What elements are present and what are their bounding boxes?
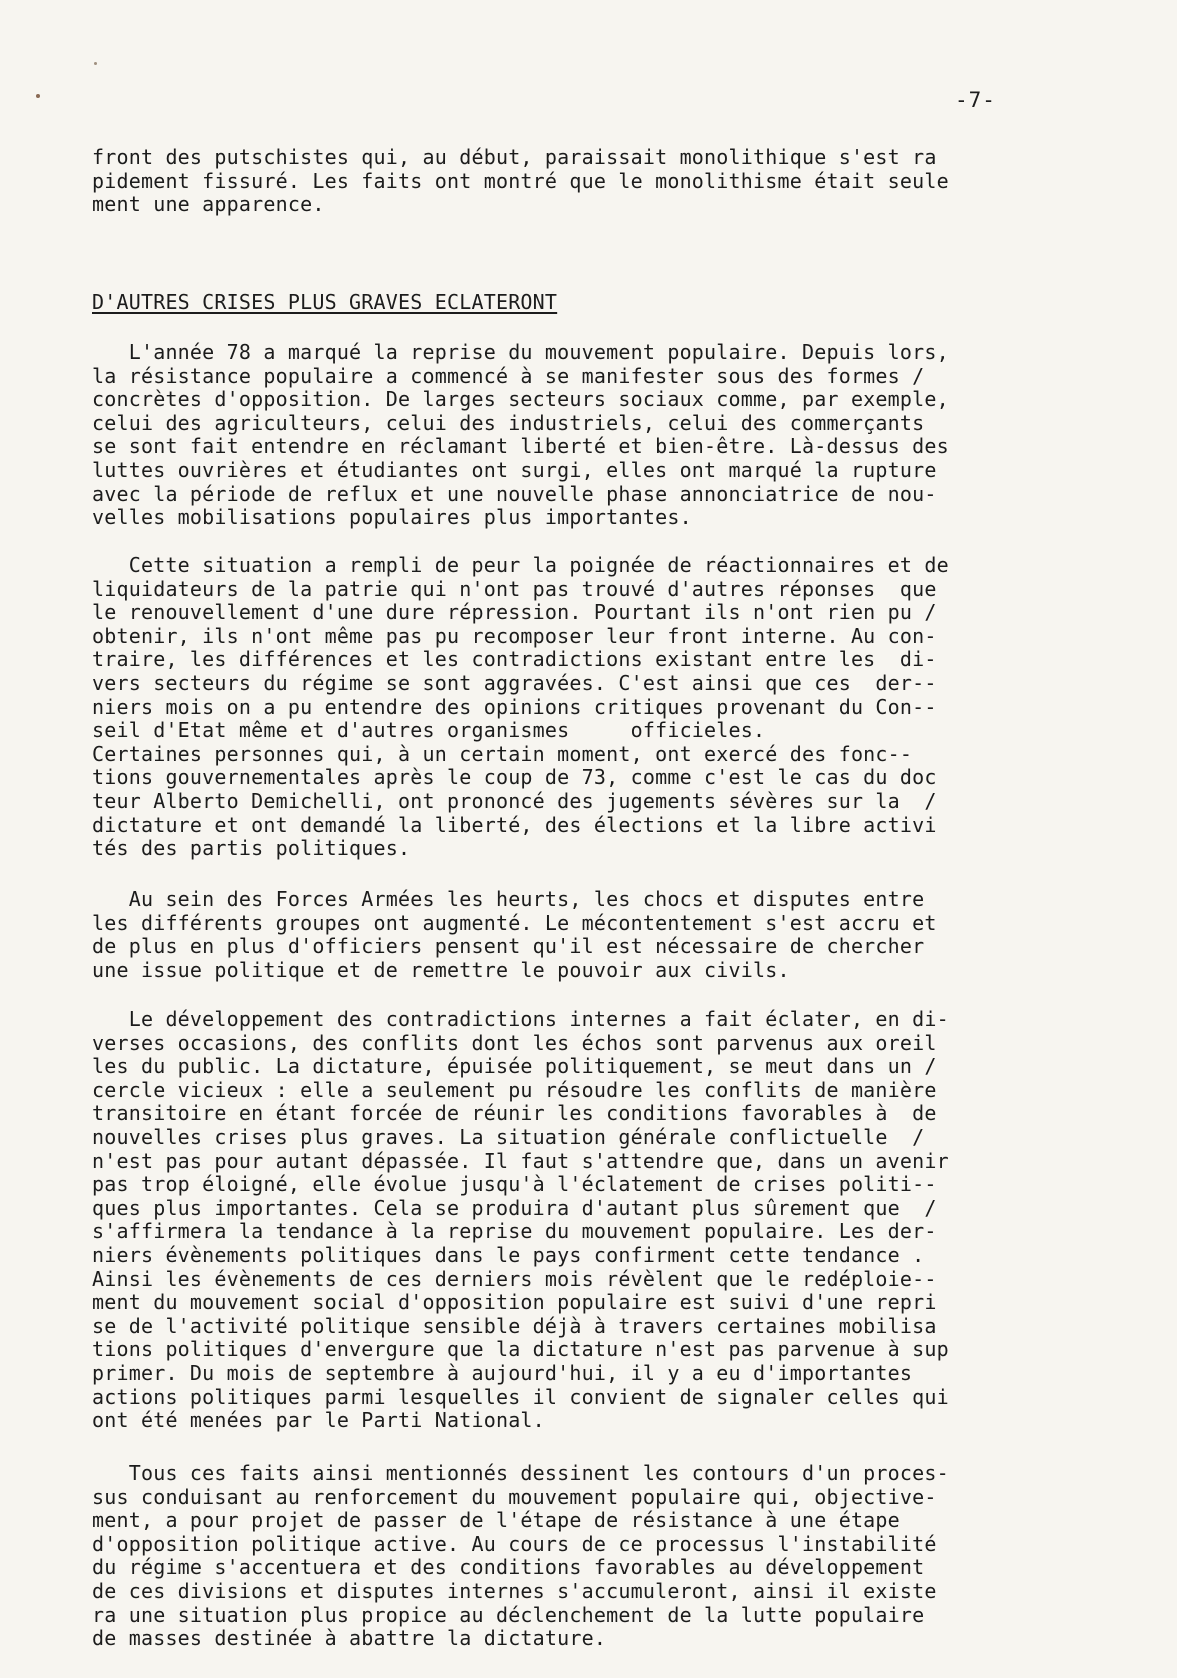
text-line: liquidateurs de la patrie qui n'ont pas trouvé d'autres réponses que <box>92 576 937 601</box>
text-line: sus conduisant au renforcement du mouvement populaire qui, objective- <box>92 1484 937 1509</box>
text-line: verses occasions, des conflits dont les échos sont parvenus aux oreil <box>92 1030 937 1055</box>
text-line: de plus en plus d'officiers pensent qu'il est nécessaire de chercher <box>92 934 925 959</box>
text-line: primer. Du mois de septembre à aujourd'hui, il y a eu d'importantes <box>92 1360 913 1385</box>
text-line: la résistance populaire a commencé à se manifester sous des formes / <box>92 363 925 388</box>
text-line: dictature et ont demandé la liberté, des élections et la libre activi <box>92 812 937 837</box>
paper-speck <box>36 94 40 98</box>
text-line: cercle vicieux : elle a seulement pu résoudre les conflits de manière <box>92 1077 937 1102</box>
text-line: tions gouvernementales après le coup de 73, comme c'est le cas du doc <box>92 765 937 790</box>
text-line: obtenir, ils n'ont même pas pu recomposer leur front interne. Au con- <box>92 623 937 648</box>
text-line: ont été menées par le Parti National. <box>92 1408 545 1433</box>
paper-speck <box>94 62 97 65</box>
text-line: le renouvellement d'une dure répression. Pourtant ils n'ont rien pu / <box>92 600 937 625</box>
intro-paragraph <box>92 146 1092 217</box>
text-line: celui des agriculteurs, celui des industriels, celui des commerçants <box>92 410 925 435</box>
text-line: Certaines personnes qui, à un certain moment, ont exercé des fonc-- <box>92 741 913 766</box>
paragraph-contradictions <box>92 1008 1092 1433</box>
text-line: transitoire en étant forcée de réunir les conditions favorables à de <box>92 1101 937 1126</box>
text-line: seil d'Etat même et d'autres organismes officieles. <box>92 718 766 743</box>
text-line: ra une situation plus propice au déclenchement de la lutte populaire <box>92 1602 925 1627</box>
text-line: d'opposition politique active. Au cours de ce processus l'instabilité <box>92 1531 937 1556</box>
text-line: niers évènements politiques dans le pays confirment cette tendance . <box>92 1242 925 1267</box>
text-line: vers secteurs du régime se sont aggravées. C'est ainsi que ces der-- <box>92 670 937 695</box>
text-line: traire, les différences et les contradictions existant entre les di- <box>92 647 937 672</box>
text-line: n'est pas pour autant dépassée. Il faut s'attendre que, dans un avenir <box>92 1148 949 1173</box>
text-line: de masses destinée à abattre la dictature. <box>92 1626 607 1651</box>
page-number: -7- <box>955 88 996 112</box>
text-line: ques plus importantes. Cela se produira d'autant plus sûrement que / <box>92 1195 937 1220</box>
text-line: concrètes d'opposition. De larges secteurs sociaux comme, par exemple, <box>92 387 949 412</box>
text-line: Au sein des Forces Armées les heurts, les chocs et disputes entre <box>92 887 925 911</box>
text-line: Cette situation a rempli de peur la poignée de réactionnaires et de <box>92 553 949 577</box>
text-line: luttes ouvrières et étudiantes ont surgi, elles ont marqué la rupture <box>92 457 937 482</box>
text-line: niers mois on a pu entendre des opinions critiques provenant du Con-- <box>92 694 937 719</box>
text-line: avec la période de reflux et une nouvelle phase annonciatrice de nou- <box>92 481 937 506</box>
text-line: Le développement des contradictions internes a fait éclater, en di- <box>92 1007 949 1031</box>
text-line: Tous ces faits ainsi mentionnés dessinent les contours d'un proces- <box>92 1461 949 1485</box>
text-line: se de l'activité politique sensible déjà à travers certaines mobilisa <box>92 1313 937 1338</box>
text-line: ment, a pour projet de passer de l'étape de résistance à une étape <box>92 1508 900 1533</box>
text-line: actions politiques parmi lesquelles il convient de signaler celles qui <box>92 1384 949 1409</box>
text-line: front des putschistes qui, au début, paraissait monolithique s'est ra <box>92 145 937 169</box>
text-line: tions politiques d'envergure que la dictature n'est pas parvenue à sup <box>92 1337 949 1362</box>
text-line: L'année 78 a marqué la reprise du mouvement populaire. Depuis lors, <box>92 340 949 364</box>
text-line: velles mobilisations populaires plus importantes. <box>92 505 692 530</box>
section-heading: D'AUTRES CRISES PLUS GRAVES ECLATERONT <box>92 290 558 314</box>
text-line: Ainsi les évènements de ces derniers mois révèlent que le redéploie-- <box>92 1266 937 1291</box>
paragraph-forces-armees <box>92 888 1092 982</box>
text-line: se sont fait entendre en réclamant liberté et bien-être. Là-dessus des <box>92 434 949 459</box>
text-line: ment du mouvement social d'opposition populaire est suivi d'une repri <box>92 1290 937 1315</box>
text-line: du régime s'accentuera et des conditions favorables au développement <box>92 1555 925 1580</box>
text-line: teur Alberto Demichelli, ont prononcé des jugements sévères sur la / <box>92 788 937 813</box>
text-line: nouvelles crises plus graves. La situation générale conflictuelle / <box>92 1124 925 1149</box>
text-line: pidement fissuré. Les faits ont montré que le monolithisme était seule <box>92 168 949 193</box>
text-line: les différents groupes ont augmenté. Le mécontentement s'est accru et <box>92 910 937 935</box>
paragraph-repression <box>92 554 1092 861</box>
text-line: tés des partis politiques. <box>92 836 411 861</box>
text-line: ment une apparence. <box>92 192 325 217</box>
text-line: pas trop éloigné, elle évolue jusqu'à l'éclatement de crises politi-- <box>92 1172 937 1197</box>
text-line: de ces divisions et disputes internes s'accumuleront, ainsi il existe <box>92 1578 937 1603</box>
paragraph-processus <box>92 1462 1092 1651</box>
text-line: s'affirmera la tendance à la reprise du mouvement populaire. Les der- <box>92 1219 937 1244</box>
text-line: une issue politique et de remettre le pouvoir aux civils. <box>92 957 790 982</box>
paragraph-reprise-mouvement <box>92 341 1092 530</box>
text-line: les du public. La dictature, épuisée politiquement, se meut dans un / <box>92 1054 937 1079</box>
